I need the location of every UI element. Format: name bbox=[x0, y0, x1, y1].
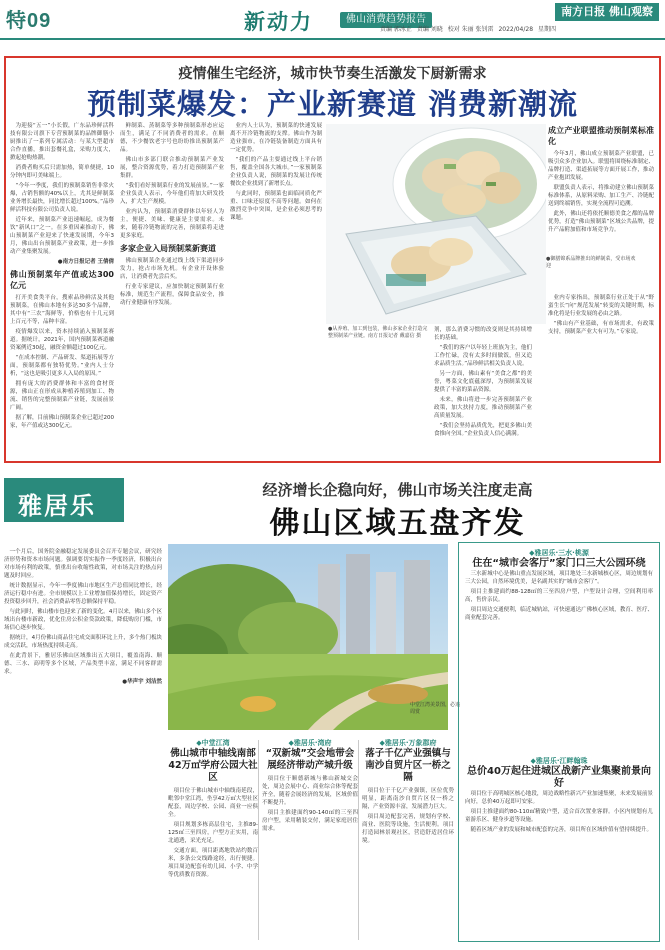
paragraph: 打开美食类平台，搜索品珍鲜活及其他预制菜，在佛山本地有多达30多个品牌，其中有“三农”海鲜等，价格也有十几元到上百元不等，品种丰富。 bbox=[10, 295, 114, 325]
paragraph: 与此同时，佛山楼市也迎来了新的变化。4月以来，佛山多个区域出台楼市新政，优化住房公积金贷款政策，降低购房门槛，市场信心逐步恢复。 bbox=[4, 609, 162, 631]
story1-column-5 bbox=[548, 122, 654, 252]
paragraph: 拥有庞大的消费群体和丰富的食材资源，佛山正在形成从种植养殖到加工、物流、销售的完整预制菜产业链，发展前景广阔。 bbox=[10, 381, 114, 411]
paragraph: 项目主推建面约88-128㎡的三至四房户型，户型设计合理，空间利用率高，售价亲民。 bbox=[465, 589, 653, 603]
sidebar-item-taoyuan bbox=[465, 545, 653, 751]
story2-column-1 bbox=[4, 548, 162, 946]
story2-column-2 bbox=[168, 738, 258, 946]
paragraph: 疫情爆发以来，资本持续涌入预制菜赛道。据统计，2021年，国内预制菜赛道融资案例近30起，融资金额超过100亿元。 bbox=[10, 329, 114, 351]
story1-column-2 bbox=[120, 122, 224, 460]
paragraph: 为迎接“五一”小长假，广东品珍鲜活科技有限公司旗下专营预制菜的品牌御膳小厨推出了一系列专属活动：与某大型超市合作直播，推出套餐礼盒，采购力度大，掀起抢购热潮。 bbox=[10, 123, 114, 161]
paragraph: 今年3月，佛山成立预制菜产业联盟，已吸引众多企业加入。联盟将围绕标准制定、品牌打造、渠道拓展等方面开展工作，推动产业抱团发展。 bbox=[548, 151, 654, 181]
paragraph: 业内认为，预制菜消费群体以年轻人为主，便捷、美味、健康是主要需求。未来，随着冷链物流的完善，预制菜将走进更多家庭。 bbox=[120, 209, 224, 239]
sidebar-title: 总价40万起住进城区战新产业集聚前景向好 bbox=[467, 766, 651, 789]
column-rule bbox=[358, 740, 359, 940]
credit-editor: 责编 郭冰正 bbox=[380, 26, 412, 33]
paragraph: 佛山市多部门联合推动预制菜产业发展，整合资源优势，着力打造预制菜产业集群。 bbox=[120, 157, 224, 179]
story2-headline: 佛山区域五盘齐发 bbox=[269, 506, 526, 541]
prepared-food-photo bbox=[326, 124, 546, 324]
sidebar-label: ◆雅居乐·三水·桃源 bbox=[529, 549, 589, 557]
paragraph: 据了解，目前佛山预制菜企业已超过200家，年产值或达300亿元。 bbox=[10, 415, 114, 429]
paragraph: 项目位于佛山城市中轴线南延段，毗邻中堂江湾，坐享42万㎡大型社区配套，周边学校、公园、商业一应俱全。 bbox=[168, 788, 258, 818]
project-label: ◆中堂江湾 bbox=[196, 739, 230, 747]
page-number: 特09 bbox=[6, 10, 52, 32]
newspaper-logo: 南方日报 佛山观察 bbox=[555, 3, 659, 21]
paragraph: 近年来，预制菜产业迅速崛起，成为餐饮“新风口”之一。在多重因素推动下，佛山预制菜产业迎来了快速发展期，今年3月，佛山出台预制菜产业政策，进一步推动产业集聚发展。 bbox=[10, 217, 114, 255]
paragraph: 项目位于顺德新城与佛山新城交会处，周边会展中心、商业综合体等配套齐全，随着会展经济的发展，区域价值不断提升。 bbox=[262, 776, 358, 806]
residential-park-photo bbox=[168, 544, 448, 730]
paragraph: 鲜制菜、蒸制菜等多种预制菜形态应运而生，满足了不同消费者的需求。在顺德，不少餐饮老字号也纷纷推出预制菜产品。 bbox=[120, 123, 224, 153]
section-label-agile bbox=[4, 478, 124, 522]
credit-editor-2: 责编 刘晓 bbox=[416, 26, 443, 33]
paragraph: “佛山有产业基础，有市场需求，有政策支持，预制菜产业大有可为。”专家说。 bbox=[548, 321, 654, 335]
paragraph: 三水新城中心是佛山重点发展区域，项目地处三水新城核心区，周边规划有三大公园，自然环境优美，是名副其实的“城市会客厅”。 bbox=[465, 571, 653, 585]
paragraph: “在成本控制、产品研发、渠道拓展等方面，预制菜都有独特优势。”业内人士分析，“这也是吸引更多人入局的原因。” bbox=[10, 355, 114, 377]
section-name: 新动力 bbox=[244, 10, 313, 34]
paragraph: 此外，佛山还将依托顺德美食之都的品牌优势，打造“佛山预制菜”区域公共品牌，提升产品附加值和市场竞争力。 bbox=[548, 211, 654, 233]
paragraph: 行业专家建议，应加快制定预制菜行业标准，规范生产流程，保障食品安全，推动行业健康有序发展。 bbox=[120, 284, 224, 306]
paragraph: 佛山预制菜企业通过线上线下渠道同步发力，抢占市场先机。有企业开设体验店，让消费者先尝后买。 bbox=[120, 258, 224, 280]
park-photo-caption: 中堂江湾美景图，必追周赏 bbox=[410, 702, 461, 715]
sidebar-title: 住在“城市会客厅”家门口三大公园环绕 bbox=[472, 558, 646, 569]
photo-caption-2: ●从养殖、加工到包装，佛山多家企业打造完整预制菜产业链。南方日报记者 戴嘉信 摄 bbox=[328, 326, 428, 339]
credit-weekday: 星期四 bbox=[537, 26, 556, 33]
column-rule bbox=[258, 740, 259, 940]
section-label-text: 雅居乐 bbox=[18, 491, 96, 520]
story1-column-1 bbox=[10, 122, 114, 460]
story1-headline: 预制菜爆发：产业新赛道 消费新潮流 bbox=[86, 87, 579, 121]
paragraph: 未来，佛山将进一步完善预制菜产业政策，加大扶持力度，推动预制菜产业高质量发展。 bbox=[434, 397, 532, 419]
paragraph: 项目规划多栋高层住宅，主推89-125㎡三至四房，户型方正实用，南北通透，采光充足。 bbox=[168, 822, 258, 844]
story2-kicker: 经济增长企稳向好，佛山市场关注度走高 bbox=[262, 481, 533, 499]
sidebar-label: ◆雅居乐·江畔翰珠 bbox=[530, 757, 588, 765]
byline: ●南方日报记者 王倩倩 bbox=[57, 259, 114, 265]
story1-column-3 bbox=[230, 122, 322, 460]
paragraph: 统计数据显示，今年一季度佛山市地区生产总值同比增长，经济运行稳中有进。全市规模以上工业增加值保持增长，固定资产投资稳步回升，社会消费品零售总额保持平稳。 bbox=[4, 583, 162, 605]
project-label: ◆雅居乐·万象郡府 bbox=[379, 739, 437, 747]
paragraph: “我们的产品主要通过线上平台销售，覆盖全国各大城市。”一家预制菜企业负责人说，预制菜的发展让传统餐饮企业找到了新增长点。 bbox=[230, 157, 322, 187]
credit-proof: 校对 朱丽 张钊雷 bbox=[447, 26, 494, 33]
subhead: 多家企业入局预制菜新赛道 bbox=[120, 244, 216, 253]
paragraph: “我们看好预制菜行业的发展前景。”一家企业负责人表示，今年他们将加大研发投入，扩大生产规模。 bbox=[120, 183, 224, 205]
paragraph: 项目位于千亿产业强镇，区位优势明显，距离南沙自贸片区仅一桥之隔，产业资源丰富，发展潜力巨大。 bbox=[362, 788, 454, 810]
paragraph: 项目周边交通便利，临近城轨站，可快速通达广佛核心区域，教育、医疗、商业配套完善。 bbox=[465, 607, 653, 621]
project-title: 落子千亿产业强镇与南沙自贸片区一桥之隔 bbox=[365, 748, 451, 783]
masthead bbox=[0, 0, 665, 40]
paragraph: 项目主推建面约80-110㎡精致户型，适合首次置业客群。小区内规划有儿童游乐区、健身步道等设施。 bbox=[465, 809, 653, 823]
paragraph: 项目位于高明城区核心地段，周边战略性新兴产业加速集聚，未来发展前景向好，总价40万起即可安家。 bbox=[465, 791, 653, 805]
paragraph: “我们会坚持品质优先，把更多佛山美食推向全国。”企业负责人信心满满。 bbox=[434, 423, 532, 437]
paragraph: 项目周边配套完善，规划有学校、商业、医院等设施，生活便利。项目打造园林景观社区，营造舒适居住环境。 bbox=[362, 814, 454, 844]
paragraph: 业内人士认为，预制菜的快速发展离不开冷链物流的支撑。佛山作为制造业强市，在冷链装备制造方面具有一定优势。 bbox=[230, 123, 322, 153]
story2-column-3 bbox=[262, 738, 358, 946]
paragraph: 剂，那么消费习惯的改变则是其持续增长的基础。 bbox=[434, 327, 532, 341]
subhead: 佛山预制菜年产值或达300亿元 bbox=[10, 270, 114, 290]
credits-line bbox=[380, 24, 660, 33]
story1-column-5b bbox=[548, 294, 654, 460]
top-story-box bbox=[4, 56, 661, 463]
paragraph: 据统计，4月份佛山商品住宅成交面积环比上升，多个热门板块成交活跃，市场热度持续走高。 bbox=[4, 635, 162, 649]
photo-caption: ●御膳锦系品牌推出的鲜制菜，受市场欢迎 bbox=[546, 256, 636, 269]
paragraph: 一个月后，国务院金融稳定发展委员会召开专题会议，研究经济形势和资本市场问题。强调要切实振作一季度经济，积极出台对市场有利的政策，慎重出台收缩性政策，对市场关注的热点问题及时回应。 bbox=[4, 549, 162, 579]
paragraph: 随着区域产业的发展和城市配套的完善，项目所在区域价值有望持续提升。 bbox=[470, 827, 653, 833]
paragraph: 另一方面，佛山素有“美食之都”的美誉，粤菜文化底蕴深厚，为预制菜发展提供了丰富的菜品资源。 bbox=[434, 371, 532, 393]
subhead: 成立产业联盟推动预制菜标准化 bbox=[548, 126, 654, 146]
paragraph: 在此背景下，雅居乐佛山区域推出五大项目，覆盖南海、顺德、三水、高明等多个区域，产品类型丰富，满足不同客群需求。 bbox=[4, 653, 162, 675]
paragraph: 交通方面，项目距离地铁站约数百米，多条公交线路途经，出行便捷。项目周边配套有幼儿园、小学、中学等优质教育资源。 bbox=[168, 848, 258, 878]
story2-column-4 bbox=[362, 738, 454, 946]
masthead-rule bbox=[0, 38, 665, 40]
paragraph: 项目主推建面约90-140㎡的三至四房户型，采用精装交付，满足家庭居住需求。 bbox=[262, 810, 358, 832]
story1-kicker: 疫情催生宅经济，城市快节奏生活激发下厨新需求 bbox=[178, 66, 487, 82]
paragraph: 消费者购买后只需加热，简单便捷，10分钟内即可美味端上。 bbox=[10, 165, 114, 179]
section-tag: 佛山消费趋势报告 bbox=[340, 12, 432, 28]
credit-date: 2022/04/28 bbox=[498, 26, 534, 33]
paragraph: 与此同时，预制菜也面临同质化严重、口味还原度不高等问题。如何在激烈竞争中突围，是企业必须思考的课题。 bbox=[230, 191, 322, 221]
sidebar-item-jiangpan bbox=[465, 753, 653, 939]
paragraph: 联盟负责人表示，将推动建立佛山预制菜标准体系，从原料采购、加工生产、冷链配送到终端销售，实现全流程可追溯。 bbox=[548, 185, 654, 207]
byline: ●华声宇 刘洁然 bbox=[122, 679, 162, 685]
paragraph: 业内专家指出，预制菜行业正处于从“野蛮生长”向“规范发展”转变的关键时期，标准化将是行业发展的必由之路。 bbox=[548, 295, 654, 317]
project-title: 佛山城市中轴线南部42万㎡学府公园大社区 bbox=[168, 748, 258, 783]
project-label: ◆雅居乐·湾府 bbox=[288, 739, 332, 747]
paragraph: “今年一季度，我们的预制菜销售非常火爆，占销售额的40%以上，尤其是鲜制菜业务增长最快，同比增长超过100%。”品珍鲜活科技有限公司负责人说。 bbox=[10, 183, 114, 213]
paragraph: “我们的客户以年轻上班族为主，他们工作忙碌，没有太多时间做饭，但又追求品质生活。”品珍鲜活相关负责人说。 bbox=[434, 345, 532, 367]
story1-column-4 bbox=[434, 318, 532, 460]
project-title: “双新城”交会地带会展经济带动产城升级 bbox=[265, 748, 355, 771]
project-sidebar bbox=[458, 542, 660, 942]
